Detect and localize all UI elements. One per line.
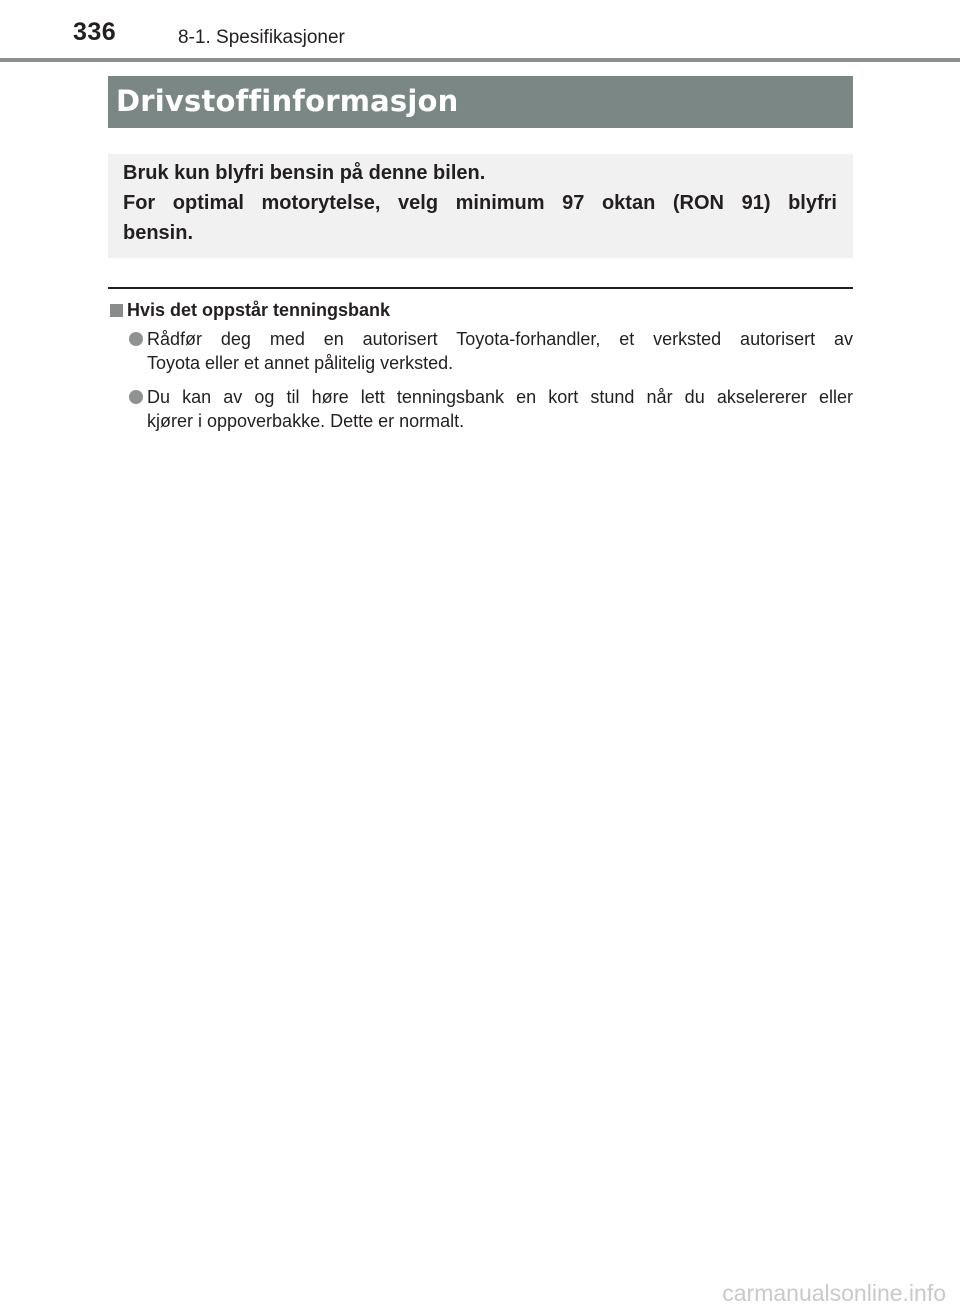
square-bullet-icon (110, 304, 123, 317)
watermark: carmanualsonline.info (722, 1280, 946, 1306)
list-item-line: Rådfør deg med en autorisert Toyota-forhandler, et verksted autorisert av (147, 329, 853, 349)
intro-line: Bruk kun blyfri bensin på denne bilen. (123, 162, 486, 184)
page-title: Drivstoffinformasjon (116, 84, 459, 118)
section-heading-text: Hvis det oppstår tenningsbank (127, 299, 391, 320)
section-divider (108, 287, 853, 289)
intro-line: For optimal motorytelse, velg minimum 97 oktan (RON 91) blyfri (123, 192, 837, 214)
circle-bullet-icon (129, 332, 143, 346)
list-item (108, 327, 853, 375)
page-number: 336 (73, 18, 117, 46)
intro-box (108, 154, 853, 258)
knock-section (108, 297, 853, 433)
list-item-line: Du kan av og til høre lett tenningsbank en kort stund når du akselererer eller (147, 387, 853, 407)
list-item (108, 385, 853, 433)
section-title-bar (108, 76, 853, 128)
list-item-line: kjører i oppoverbakke. Dette er normalt. (147, 411, 465, 431)
chapter-label: 8-1. Spesifikasjoner (178, 27, 345, 48)
page-header (0, 0, 960, 60)
intro-line: bensin. (123, 222, 194, 244)
list-item-line: Toyota eller et annet pålitelig verksted. (147, 353, 454, 373)
section-heading (108, 297, 853, 323)
circle-bullet-icon (129, 390, 143, 404)
header-divider (0, 58, 960, 62)
